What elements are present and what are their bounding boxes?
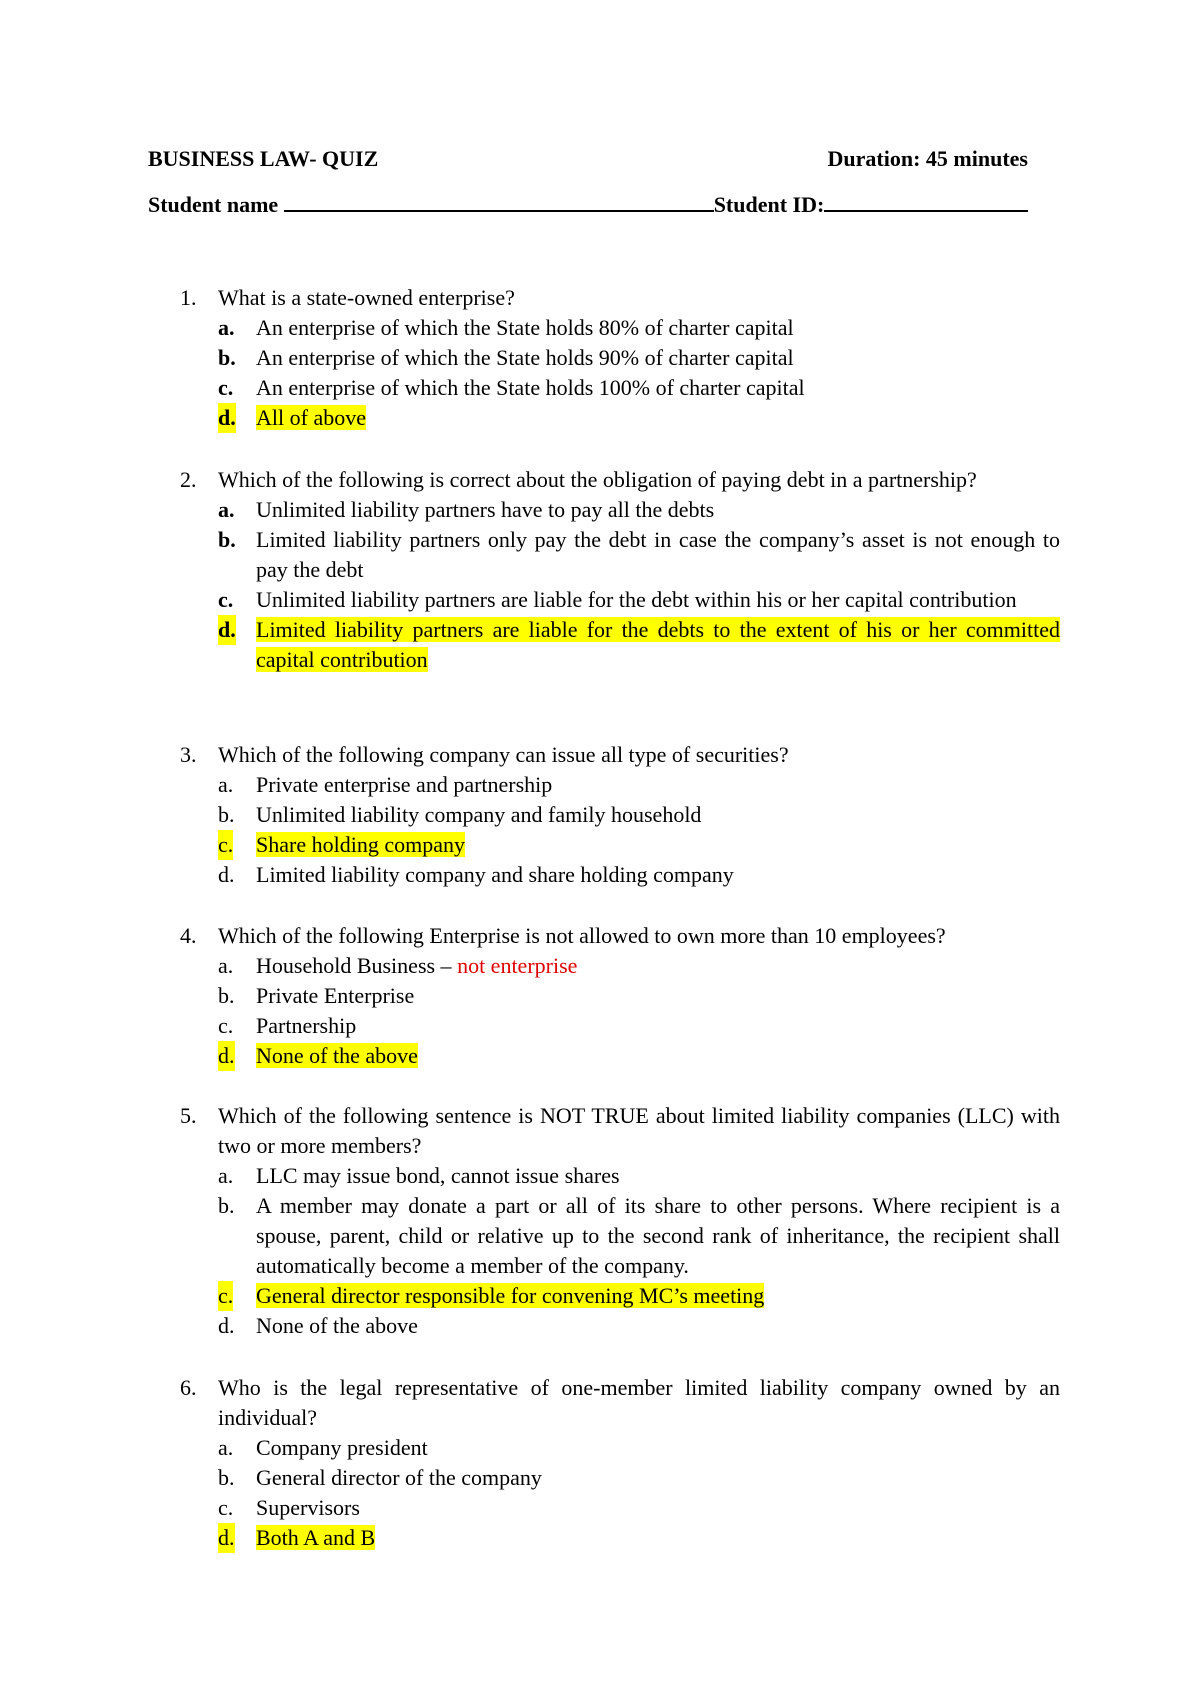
option-d-correct [180,615,1060,675]
option-text: Household Business – [256,953,458,978]
option-letter: c. [218,1013,234,1038]
question-text: Who is the legal representative of one-member limited liability company owned by an individual? [218,1375,1060,1430]
header-row [148,146,1028,176]
option-letter: c. [218,830,233,860]
option-text: Company president [256,1435,428,1460]
question-number: 1. [180,285,197,310]
question-line [180,1101,1060,1161]
question-2 [180,465,1060,675]
option-letter: a. [218,953,234,978]
question-1 [180,283,1060,433]
option-text: Unlimited liability partners are liable for the debt within his or her capital contribution [256,587,1017,612]
option-c-correct [180,830,1060,860]
option-a [180,1161,1060,1191]
option-letter: b. [218,345,236,370]
option-letter: a. [218,1163,234,1188]
option-letter: c. [218,1281,233,1311]
option-letter: c. [218,1495,234,1520]
option-text: None of the above [256,1313,418,1338]
option-c [180,585,1060,615]
option-c [180,1011,1060,1041]
question-3 [180,740,1060,890]
question-line [180,465,1060,495]
option-letter: a. [218,497,235,522]
option-letter: d. [218,1041,235,1071]
option-a [180,770,1060,800]
quiz-title: BUSINESS LAW- QUIZ [148,146,379,171]
option-letter: d. [218,862,235,887]
option-d-correct [180,1041,1060,1071]
option-a [180,495,1060,525]
option-c-correct [180,1281,1060,1311]
question-4 [180,921,1060,1071]
option-letter: d. [218,615,236,645]
option-b [180,1191,1060,1281]
option-text: None of the above [256,1043,418,1068]
option-text: An enterprise of which the State holds 80% of charter capital [256,315,794,340]
option-b [180,525,1060,585]
option-text: Limited liability company and share holding company [256,862,734,887]
option-text: Limited liability partners only pay the debt in case the company’s asset is not enough to pay the debt [256,527,1060,582]
option-letter: b. [218,983,235,1008]
option-letter: c. [218,375,234,400]
question-text: Which of the following company can issue all type of securities? [218,742,789,767]
option-letter: c. [218,587,234,612]
question-6 [180,1373,1060,1553]
option-letter: a. [218,1435,234,1460]
question-line [180,740,1060,770]
option-a [180,313,1060,343]
option-text: Partnership [256,1013,357,1038]
question-number: 5. [180,1103,197,1128]
option-d-correct [180,1523,1060,1553]
option-letter: b. [218,1193,235,1218]
option-b [180,343,1060,373]
option-text: General director responsible for convening MC’s meeting [256,1283,765,1308]
question-number: 2. [180,467,197,492]
option-text: Unlimited liability company and family household [256,802,702,827]
question-number: 3. [180,742,197,767]
option-text: A member may donate a part or all of its share to other persons. Where recipient is a spouse, parent, child or relative up to the second rank of inheritance, the recipient shall automatically become a member of the company. [256,1193,1060,1278]
option-letter: d. [218,1523,235,1553]
option-c [180,1493,1060,1523]
question-5 [180,1101,1060,1341]
option-d [180,860,1060,890]
option-letter: b. [218,527,236,552]
option-text: All of above [256,405,366,430]
question-line [180,921,1060,951]
question-number: 4. [180,923,197,948]
option-letter: d. [218,1313,235,1338]
option-text: Supervisors [256,1495,360,1520]
option-text: Private Enterprise [256,983,415,1008]
option-c [180,373,1060,403]
option-b [180,981,1060,1011]
duration-label: Duration: 45 minutes [827,146,1028,171]
option-text: Both A and B [256,1525,376,1550]
option-text: LLC may issue bond, cannot issue shares [256,1163,620,1188]
option-text: Share holding company [256,832,465,857]
student-id-blank [824,192,1028,212]
question-number: 6. [180,1375,197,1400]
teacher-note: not enterprise [457,953,578,978]
student-info-row [148,192,1058,222]
student-name-label: Student name [148,192,279,217]
option-letter: b. [218,802,235,827]
question-text: Which of the following Enterprise is not allowed to own more than 10 employees? [218,923,946,948]
question-line [180,283,1060,313]
option-b [180,800,1060,830]
option-a [180,951,1060,981]
option-letter: d. [218,403,236,433]
question-line [180,1373,1060,1433]
option-letter: a. [218,772,234,797]
question-text: What is a state-owned enterprise? [218,285,515,310]
option-letter: b. [218,1465,235,1490]
option-text: General director of the company [256,1465,542,1490]
option-text: Private enterprise and partnership [256,772,553,797]
option-text: An enterprise of which the State holds 90% of charter capital [256,345,794,370]
option-text: Unlimited liability partners have to pay all the debts [256,497,715,522]
option-text: Limited liability partners are liable for the debts to the extent of his or her committed capital contribution [256,617,1060,672]
option-a [180,1433,1060,1463]
option-text: An enterprise of which the State holds 100% of charter capital [256,375,805,400]
student-name-blank [284,192,714,212]
student-id-label: Student ID: [713,192,825,217]
option-d-correct [180,403,1060,433]
question-text: Which of the following is correct about the obligation of paying debt in a partnership? [218,467,977,492]
option-b [180,1463,1060,1493]
option-d [180,1311,1060,1341]
question-text: Which of the following sentence is NOT TRUE about limited liability companies (LLC) with two or more members? [218,1103,1060,1158]
option-letter: a. [218,315,235,340]
